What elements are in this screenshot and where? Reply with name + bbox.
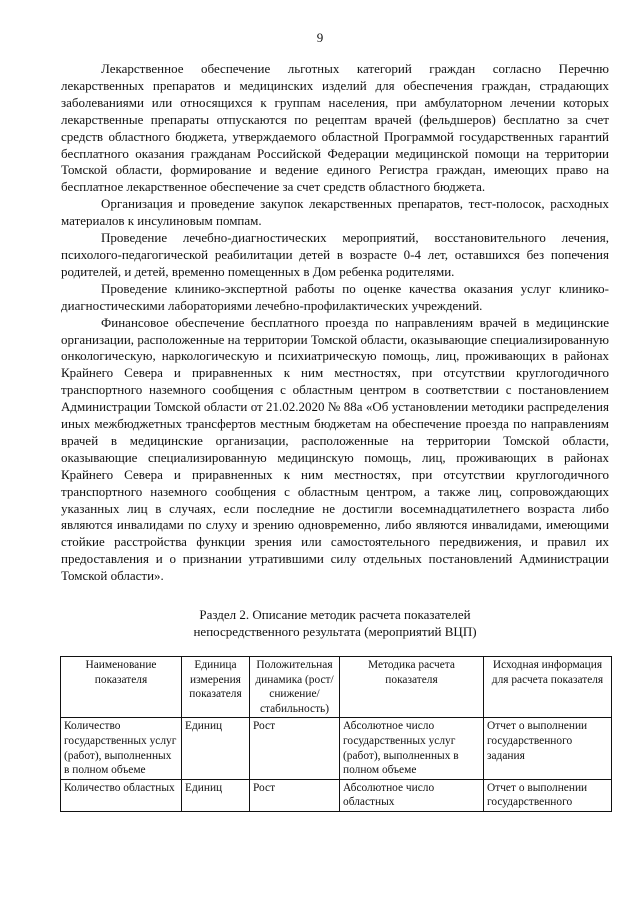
- header-indicator-name: Наименование показателя: [61, 657, 182, 718]
- cell-methodology: Абсолютное число областных: [340, 779, 484, 811]
- table-header-row: [61, 657, 612, 718]
- indicators-table: [60, 656, 612, 812]
- paragraph-travel-financing: Финансовое обеспечение бесплатного проезда по направлениям врачей в медицинские организации, расположенные на территории Томской области, оказывающие специализированную онкологическую, наркологическую и психиатрическую помощь, лиц, проживающих в районах Крайнего Севера и приравненных к ним местностях, при отсутствии круглогодичного транспортного наземного сообщения с областным центром в соответствии с постановлением Администрации Томской области от 21.02.2020 № 88а «Об установлении методики распределения иных межбюджетных трансфертов местным бюджетам на обеспечение проезда по направлениям врачей в медицинские организации, расположенные на территории Томской области, оказывающие специализированную медицинскую помощь, лиц, проживающих в районах Крайнего Севера и приравненных к ним местностях, при отсутствии круглогодичного транспортного наземного сообщения с областным центром, а также лиц, сопровождающих указанных лиц в случаях, если последние не достигли восемнадцатилетнего возраста либо являются инвалидами по слуху и зрению одновременно, либо являются инвалидами, имеющими стойкие расстройства функции зрения или самостоятельного передвижения, и правил их предоставления и о признании утратившими силу отдельных постановлений Администрации Томской области».: [61, 314, 609, 584]
- section-title: [61, 607, 609, 640]
- paragraph-rehabilitation: Проведение лечебно-диагностических мероприятий, восстановительного лечения, психолого-педагогической реабилитации детей в возрасте 0-4 лет, оставшихся без попечения родителей, и детей, временно помещенных в Дом ребенка родителями.: [61, 230, 609, 279]
- table-row: [61, 718, 612, 779]
- paragraph-procurement: Организация и проведение закупок лекарственных препаратов, тест-полосок, расходных материалов к инсулиновым помпам.: [61, 196, 609, 229]
- cell-source-info: Отчет о выполнении государственного задания: [484, 718, 612, 779]
- section-title-line-2: непосредственного результата (мероприятий ВЦП): [193, 623, 477, 639]
- paragraph-lab-expertise: Проведение клинико-экспертной работы по оценке качества оказания услуг клинико-диагностическими лабораториями лечебно-профилактических учреждений.: [61, 280, 609, 313]
- cell-dynamics: Рост: [250, 718, 340, 779]
- cell-dynamics: Рост: [250, 779, 340, 811]
- cell-unit: Единиц: [182, 718, 250, 779]
- cell-source-info: Отчет о выполнении государственного: [484, 779, 612, 811]
- header-dynamics: Положительная динамика (рост/снижение/стабильность): [250, 657, 340, 718]
- paragraph-drug-provision: Лекарственное обеспечение льготных категорий граждан согласно Перечню лекарственных препаратов и медицинских изделий для обеспечения граждан, страдающих заболеваниями или относящихся к группам населения, при амбулаторном лечении которых лекарственные препараты отпускаются по рецептам врачей (фельдшеров) бесплатно за счет средств областного бюджета, утверждаемого областной Программой государственных гарантий бесплатного оказания гражданам Российской Федерации медицинской помощи на территории Томской области, формирование и ведение единого Регистра граждан, имеющих право на бесплатное лекарственное обеспечение за счет средств областного бюджета.: [61, 61, 609, 195]
- body-text: [61, 61, 609, 585]
- cell-unit: Единиц: [182, 779, 250, 811]
- header-source-info: Исходная информация для расчета показателя: [484, 657, 612, 718]
- page-number: 9: [316, 30, 324, 45]
- header-methodology: Методика расчета показателя: [340, 657, 484, 718]
- cell-indicator-name: Количество государственных услуг (работ), выполненных в полном объеме: [61, 718, 182, 779]
- table-row: [61, 779, 612, 811]
- header-unit: Единица измерения показателя: [182, 657, 250, 718]
- cell-methodology: Абсолютное число государственных услуг (работ), выполненных в полном объеме: [340, 718, 484, 779]
- cell-indicator-name: Количество областных: [61, 779, 182, 811]
- section-title-line-1: Раздел 2. Описание методик расчета показателей: [199, 607, 471, 622]
